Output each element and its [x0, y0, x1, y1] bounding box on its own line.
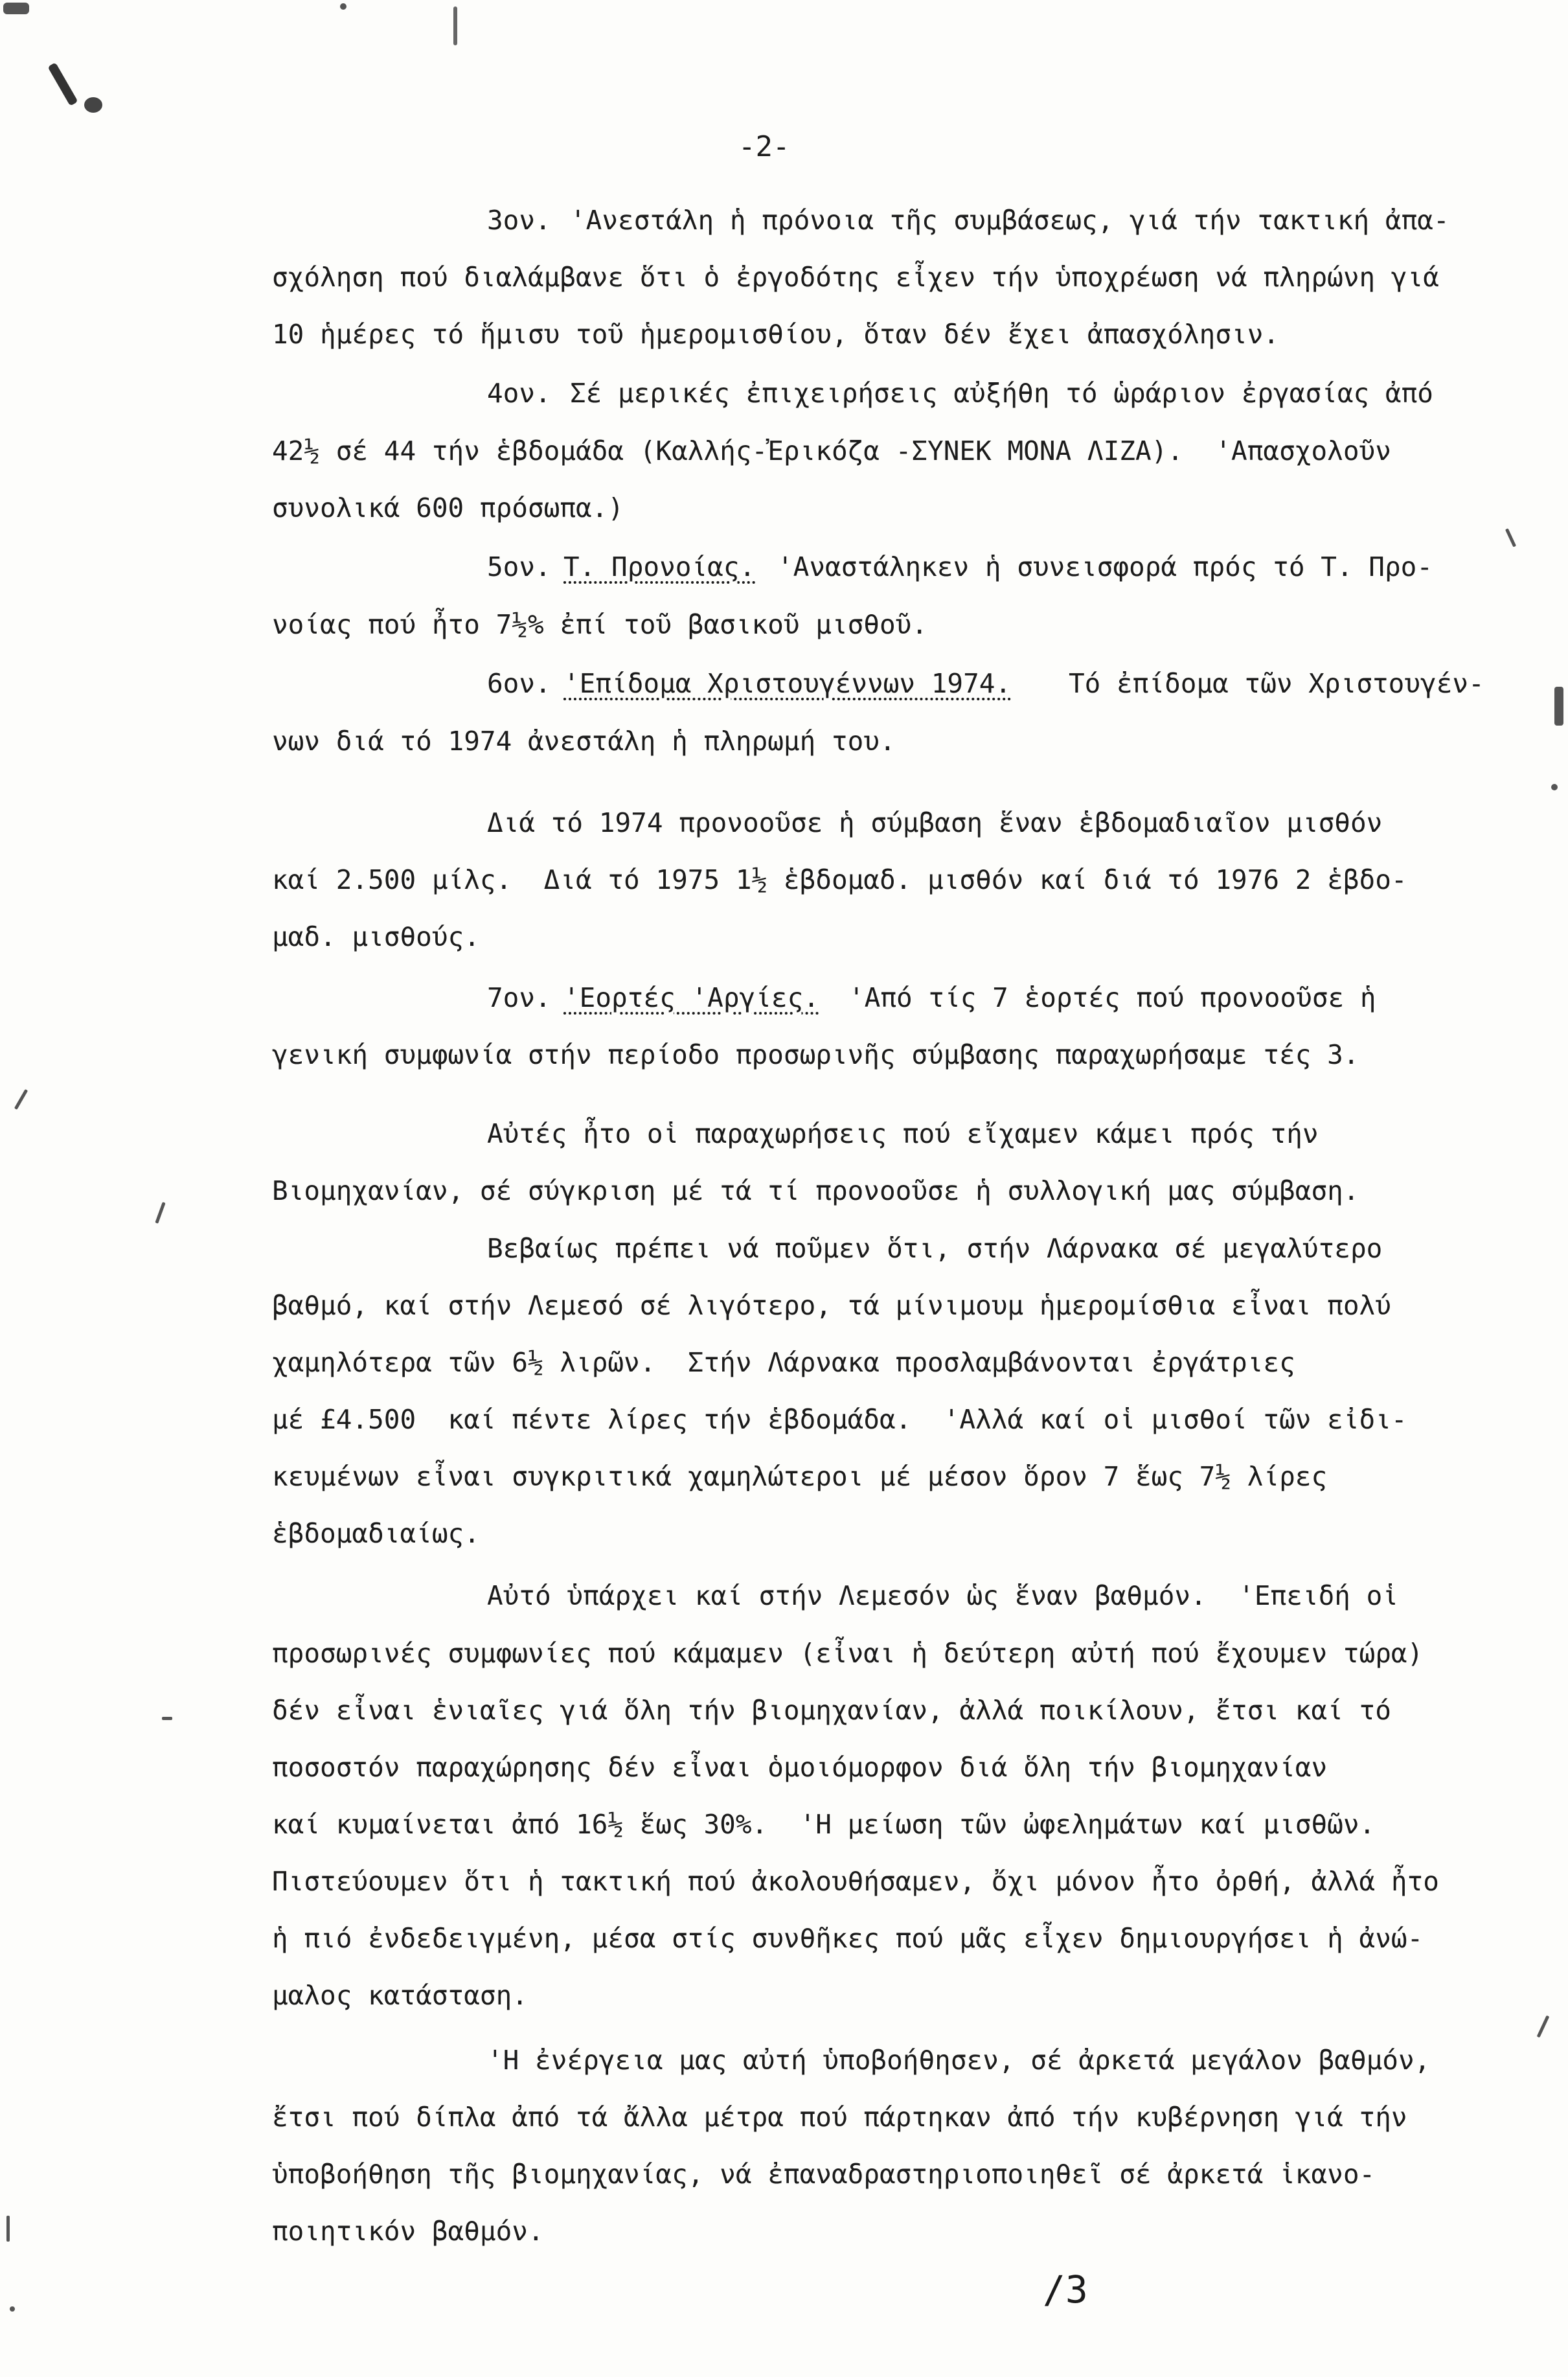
scan-speck	[1537, 2015, 1550, 2038]
item-number: 3ον.	[487, 205, 551, 236]
text-line: Αὐτές ἦτο οἱ παραχωρήσεις πού εἴχαμεν κάμει πρός τήν	[487, 1118, 1319, 1149]
text-line: 'Αναστάληκεν ἡ συνεισφορά πρός τό Τ. Προ-	[777, 551, 1433, 582]
item-number: 4ον.	[487, 378, 551, 409]
scan-speck	[47, 62, 78, 106]
text-line: γενική συμφωνία στήν περίοδο προσωρινῆς σύμβασης παραχωρήσαμε τές 3.	[272, 1039, 1359, 1070]
text-line: κευμένων εἶναι συγκριτικά χαμηλώτεροι μέ μέσον ὅρον 7 ἕως 7½ λίρες	[272, 1461, 1328, 1492]
text-line: 42½ σέ 44 τήν ἑβδομάδα (Καλλής-Ἐρικόζα -ΣΥΝΕΚ ΜΟΝΑ ΛΙΖΑ). 'Απασχολοῦν	[272, 435, 1391, 466]
text-line: νοίας πού ἦτο 7½% ἐπί τοῦ βασικοῦ μισθοῦ.	[272, 609, 928, 640]
scan-speck	[84, 97, 102, 113]
item-number: 5ον.	[487, 551, 551, 582]
scan-speck	[340, 3, 347, 10]
text-line: μαδ. μισθούς.	[272, 921, 480, 952]
text-line: ποσοστόν παραχώρησης δέν εἶναι ὁμοιόμορφον διά ὅλη τήν βιομηχανίαν	[272, 1752, 1328, 1783]
next-page-ref: /3	[1043, 2268, 1088, 2312]
scan-speck	[6, 2216, 10, 2242]
page-number: -2-	[738, 130, 790, 163]
text-line: δέν εἶναι ἑνιαῖες γιά ὅλη τήν βιομηχανίαν, ἀλλά ποικίλουν, ἔτσι καί τό	[272, 1695, 1391, 1726]
text-line: Βεβαίως πρέπει νά ποῦμεν ὅτι, στήν Λάρνακα σέ μεγαλύτερο	[487, 1233, 1383, 1264]
text-line: ποιητικόν βαθμόν.	[272, 2216, 544, 2247]
text-line: μέ £4.500 καί πέντε λίρες τήν ἑβδομάδα. 'Αλλά καί οἱ μισθοί τῶν εἰδι-	[272, 1404, 1407, 1435]
text-line: 'Η ἐνέργεια μας αὐτή ὑποβοήθησεν, σέ ἀρκετά μεγάλον βαθμόν,	[487, 2045, 1431, 2076]
text-line: χαμηλότερα τῶν 6½ λιρῶν. Στήν Λάρνακα προσλαμβάνονται ἐργάτριες	[272, 1347, 1295, 1378]
scan-speck	[155, 1202, 165, 1224]
item-heading: 'Εορτές 'Αργίες.	[563, 982, 819, 1013]
text-line: νων διά τό 1974 ἀνεστάλη ἡ πληρωμή του.	[272, 726, 896, 757]
scan-speck	[1505, 528, 1516, 547]
item-number: 6ον.	[487, 668, 551, 699]
scan-speck	[1551, 784, 1558, 790]
text-line: ἑβδομαδιαίως.	[272, 1518, 480, 1549]
text-line: ἡ πιό ἐνδεδειγμένη, μέσα στίς συνθῆκες πού μᾶς εἶχεν δημιουργήσει ἡ ἀνώ-	[272, 1923, 1424, 1954]
text-line: 'Από τίς 7 ἑορτές πού προνοοῦσε ἡ	[848, 982, 1376, 1013]
text-line: βαθμό, καί στήν Λεμεσό σέ λιγότερο, τά μίνιμουμ ἡμερομίσθια εἶναι πολύ	[272, 1290, 1391, 1321]
scan-speck	[453, 6, 457, 45]
text-line: Βιομηχανίαν, σέ σύγκριση μέ τά τί προνοοῦσε ἡ συλλογική μας σύμβαση.	[272, 1175, 1359, 1206]
item-heading: 'Επίδομα Χριστουγέννων 1974.	[563, 668, 1012, 699]
scan-speck	[14, 1089, 28, 1110]
item-number: 7ον.	[487, 982, 551, 1013]
item-heading: Τ. Προνοίας.	[563, 551, 756, 582]
text-line: συνολικά 600 πρόσωπα.)	[272, 492, 624, 523]
scan-speck	[162, 1717, 172, 1720]
text-line: Διά τό 1974 προνοοῦσε ἡ σύμβαση ἕναν ἑβδομαδιαῖον μισθόν	[487, 807, 1383, 838]
scan-speck	[3, 3, 29, 14]
text-line: 'Ανεστάλη ἡ πρόνοια τῆς συμβάσεως, γιά τήν τακτική ἀπα-	[570, 205, 1449, 236]
text-line: Σέ μερικές ἐπιχειρήσεις αὐξήθη τό ὡράριον ἐργασίας ἀπό	[570, 378, 1433, 409]
text-line: 10 ἡμέρες τό ἥμισυ τοῦ ἡμερομισθίου, ὅταν δέν ἔχει ἀπασχόλησιν.	[272, 319, 1280, 350]
text-line: μαλος κατάσταση.	[272, 1980, 528, 2011]
text-line: ἔτσι πού δίπλα ἀπό τά ἄλλα μέτρα πού πάρτηκαν ἀπό τήν κυβέρνηση γιά τήν	[272, 2102, 1407, 2133]
scan-speck	[10, 2306, 15, 2312]
text-line: προσωρινές συμφωνίες πού κάμαμεν (εἶναι ἡ δεύτερη αὐτή πού ἔχουμεν τώρα)	[272, 1638, 1424, 1669]
text-line: καί κυμαίνεται ἀπό 16½ ἕως 30%. 'Η μείωση τῶν ὠφελημάτων καί μισθῶν.	[272, 1809, 1376, 1840]
text-line: Τό ἐπίδομα τῶν Χριστουγέν-	[1069, 668, 1484, 699]
text-line: σχόληση πού διαλάμβανε ὅτι ὁ ἐργοδότης εἶχεν τήν ὑποχρέωση νά πληρώνη γιά	[272, 262, 1439, 293]
text-line: καί 2.500 μίλς. Διά τό 1975 1½ ἑβδομαδ. μισθόν καί διά τό 1976 2 ἑβδο-	[272, 864, 1407, 895]
text-line: ὑποβοήθηση τῆς βιομηχανίας, νά ἐπαναδραστηριοποιηθεῖ σέ ἀρκετά ἱκανο-	[272, 2159, 1376, 2190]
text-line: Πιστεύουμεν ὅτι ἡ τακτική πού ἀκολουθήσαμεν, ὄχι μόνον ἦτο ὀρθή, ἀλλά ἦτο	[272, 1866, 1439, 1897]
text-line: Αὐτό ὑπάρχει καί στήν Λεμεσόν ὡς ἕναν βαθμόν. 'Επειδή οἱ	[487, 1580, 1398, 1611]
scan-speck	[1554, 687, 1563, 726]
